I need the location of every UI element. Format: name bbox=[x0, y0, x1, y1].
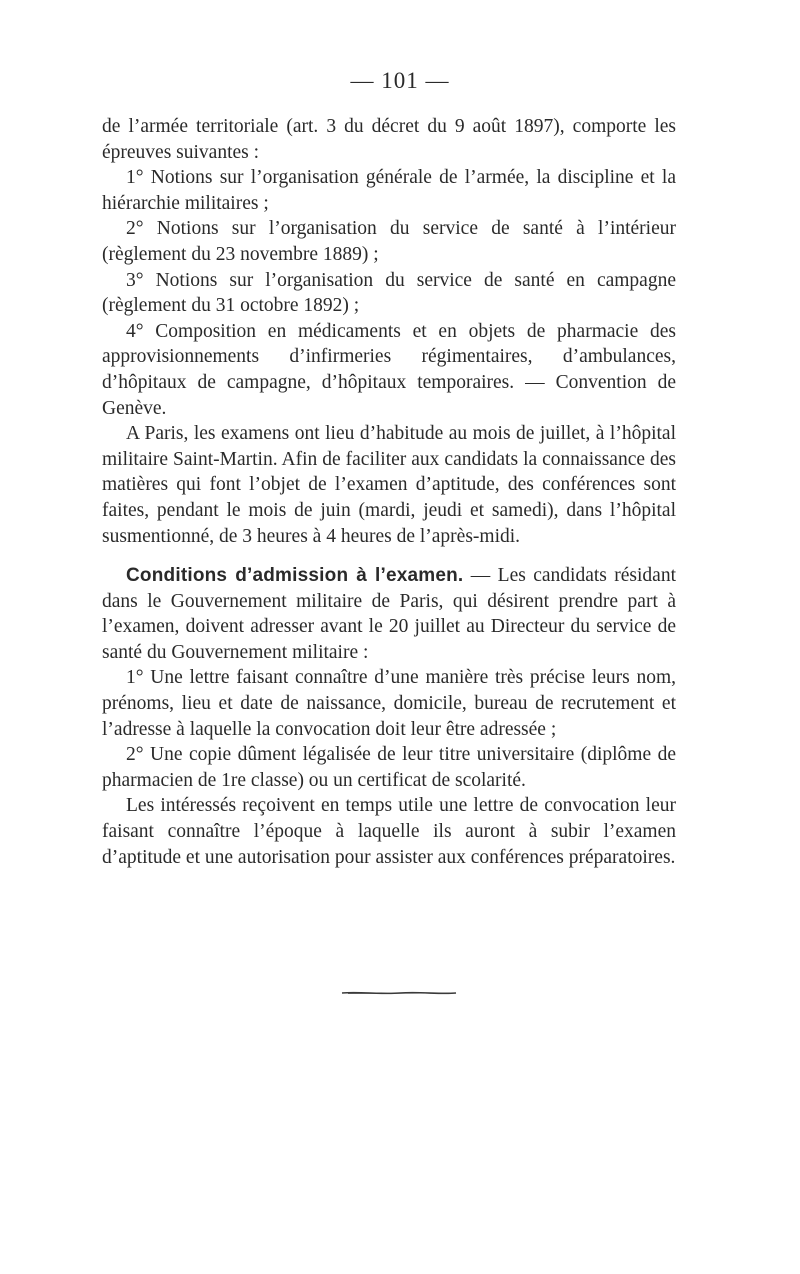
paragraph-paris: A Paris, les examens ont lieu d’habitude au mois de juillet, à l’hôpital militaire Saint-Martin. Afin de faciliter aux candidats la connaissance des matières qui font l’objet de l’examen d’aptitude, des conférences sont faites, pendant le mois de juin (mardi, jeudi et samedi), dans l’hôpital susmentionné, de 3 heures à 4 heures de l’après-midi. bbox=[102, 423, 676, 547]
paragraph-closing: Les intéressés reçoivent en temps utile une lettre de convocation leur faisant connaître l’époque à laquelle ils auront à subir l’examen d’aptitude et une autorisation pour assister aux conférences préparatoires. bbox=[102, 795, 676, 868]
section-conditions bbox=[102, 563, 676, 870]
condition-item-1: 1° Une lettre faisant connaître d’une manière très précise leurs nom, prénoms, lieu et date de naissance, domicile, bureau de recrutement et l’adresse à laquelle la convocation doit leur être adressée ; bbox=[102, 667, 676, 740]
paragraph-conditions-text: — Les candidats résidant dans le Gouvernement militaire de Paris, qui désirent prendre part à l’examen, doivent adresser avant le 20 juillet au Directeur du service de santé du Gouvernement militaire : bbox=[102, 565, 676, 663]
list-item-1: 1° Notions sur l’organisation générale de l’armée, la discipline et la hiérarchie militaires ; bbox=[102, 167, 676, 214]
section-epreuves bbox=[102, 114, 676, 549]
paragraph-intro: de l’armée territoriale (art. 3 du décret du 9 août 1897), comporte les épreuves suivantes : bbox=[102, 116, 676, 163]
condition-item-2: 2° Une copie dûment légalisée de leur titre universitaire (diplôme de pharmacien de 1re classe) ou un certificat de scolarité. bbox=[102, 744, 676, 791]
list-item-4: 4° Composition en médicaments et en objets de pharmacie des approvisionnements d’infirmeries régimentaires, d’ambulances, d’hôpitaux de campagne, d’hôpitaux temporaires. — Convention de Genève. bbox=[102, 320, 676, 419]
paragraph-conditions bbox=[102, 563, 676, 665]
page-number: — 101 — bbox=[350, 68, 450, 93]
end-ornament bbox=[340, 990, 458, 996]
list-item-3: 3° Notions sur l’organisation du service de santé en campagne (règlement du 31 octobre 1892) ; bbox=[102, 269, 676, 317]
section-heading: Conditions d’admission à l’examen. bbox=[126, 565, 464, 586]
list-item-2: 2° Notions sur l’organisation du service de santé à l’intérieur (règlement du 23 novembre 1889) ; bbox=[102, 218, 676, 265]
